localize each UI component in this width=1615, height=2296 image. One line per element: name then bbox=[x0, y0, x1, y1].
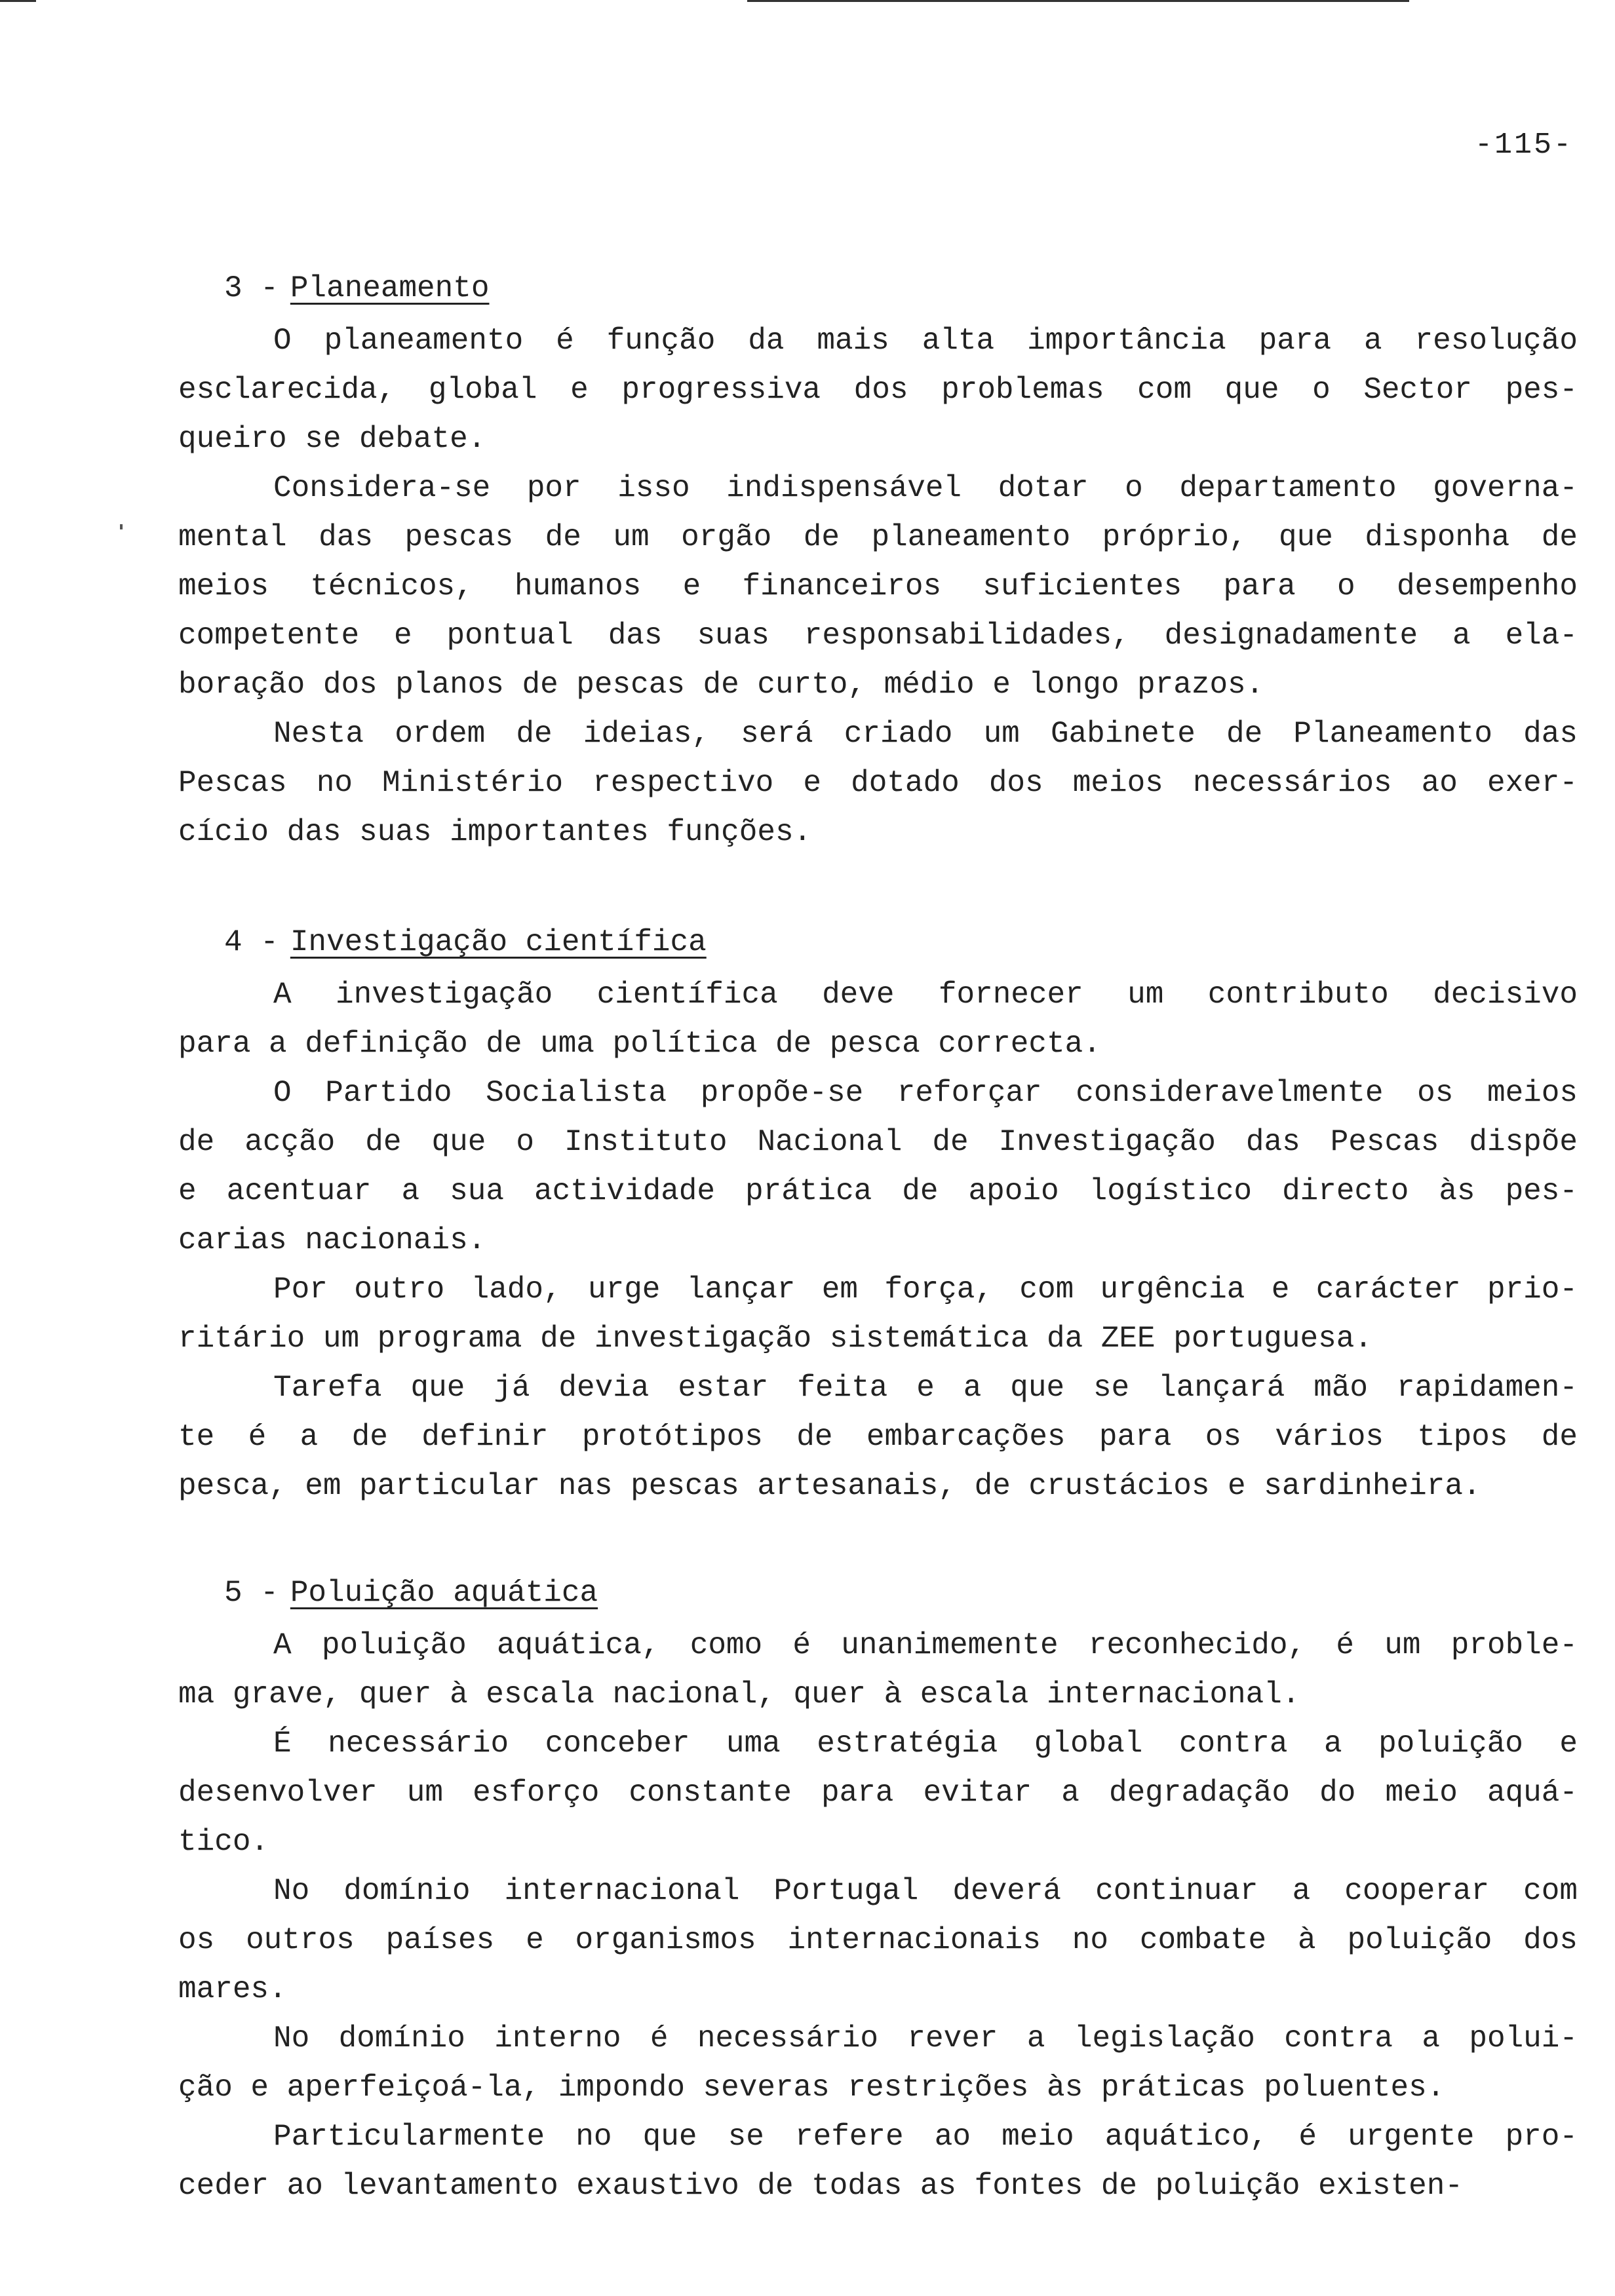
text-line: Tarefa que já devia estar feita e a que se lançará mão rapidamen- bbox=[273, 1371, 1578, 1405]
text-line: ma grave, quer à escala nacional, quer à escala internacional. bbox=[178, 1677, 1300, 1712]
paragraph bbox=[178, 2014, 1578, 2113]
paragraph bbox=[178, 2113, 1578, 2211]
text-line: carias nacionais. bbox=[178, 1223, 486, 1257]
section-investigacao-cientifica bbox=[178, 923, 1578, 1511]
section-title: Planeamento bbox=[290, 271, 490, 305]
section-number: 4 - bbox=[224, 925, 279, 959]
paragraph bbox=[178, 1719, 1578, 1867]
paragraph bbox=[178, 1364, 1578, 1511]
text-line: desenvolver um esforço constante para evitar a degradação do meio aquá- bbox=[178, 1776, 1578, 1810]
paragraph bbox=[178, 316, 1578, 464]
text-line: A investigação científica deve fornecer um contributo decisivo bbox=[273, 978, 1578, 1012]
text-line: É necessário conceber uma estratégia global contra a poluição e bbox=[273, 1727, 1578, 1761]
text-line: ceder ao levantamento exaustivo de todas as fontes de poluição existen- bbox=[178, 2169, 1463, 2203]
top-edge-rule bbox=[747, 0, 1409, 2]
section-heading bbox=[224, 1573, 1578, 1613]
document-body bbox=[178, 269, 1578, 2211]
text-line: para a definição de uma política de pesca correcta. bbox=[178, 1027, 1101, 1061]
text-line: cício das suas importantes funções. bbox=[178, 815, 812, 849]
paragraph bbox=[178, 1265, 1578, 1364]
text-line: Nesta ordem de ideias, será criado um Gabinete de Planeamento das bbox=[273, 717, 1578, 751]
section-planeamento bbox=[178, 269, 1578, 857]
section-title: Investigação científica bbox=[290, 925, 707, 959]
text-line: te é a de definir protótipos de embarcações para os vários tipos de bbox=[178, 1420, 1578, 1454]
text-line: boração dos planos de pescas de curto, médio e longo prazos. bbox=[178, 668, 1264, 702]
text-line: competente e pontual das suas responsabilidades, designadamente a ela- bbox=[178, 619, 1578, 653]
text-line: Considera-se por isso indispensável dotar o departamento governa- bbox=[273, 471, 1578, 505]
text-line: O Partido Socialista propõe-se reforçar consideravelmente os meios bbox=[273, 1076, 1578, 1110]
section-heading bbox=[224, 269, 1578, 308]
text-line: ritário um programa de investigação sistemática da ZEE portuguesa. bbox=[178, 1322, 1372, 1356]
text-line: No domínio interno é necessário rever a legislação contra a polui- bbox=[273, 2021, 1578, 2056]
text-line: de acção de que o Instituto Nacional de Investigação das Pescas dispõe bbox=[178, 1125, 1578, 1159]
text-line: meios técnicos, humanos e financeiros suficientes para o desempenho bbox=[178, 569, 1578, 603]
text-line: pesca, em particular nas pescas artesanais, de crustácios e sardinheira. bbox=[178, 1469, 1481, 1503]
text-line: mares. bbox=[178, 1972, 287, 2006]
text-line: No domínio internacional Portugal deverá continuar a cooperar com bbox=[273, 1874, 1578, 1908]
text-line: e acentuar a sua actividade prática de apoio logístico directo às pes- bbox=[178, 1174, 1578, 1208]
section-heading bbox=[224, 923, 1578, 962]
paragraph bbox=[178, 710, 1578, 857]
text-line: os outros países e organismos internacionais no combate à poluição dos bbox=[178, 1923, 1578, 1957]
section-title: Poluição aquática bbox=[290, 1576, 598, 1610]
text-line: O planeamento é função da mais alta importância para a resolução bbox=[273, 324, 1578, 358]
text-line: esclarecida, global e progressiva dos problemas com que o Sector pes- bbox=[178, 373, 1578, 407]
text-line: Por outro lado, urge lançar em força, com urgência e carácter prio- bbox=[273, 1272, 1578, 1307]
text-line: Particularmente no que se refere ao meio aquático, é urgente pro- bbox=[273, 2120, 1578, 2154]
top-edge-rule-left bbox=[0, 0, 36, 2]
section-number: 5 - bbox=[224, 1576, 279, 1610]
paragraph bbox=[178, 1867, 1578, 2014]
text-line: A poluição aquática, como é unanimemente reconhecido, é um proble- bbox=[273, 1628, 1578, 1662]
section-number: 3 - bbox=[224, 271, 279, 305]
paragraph bbox=[178, 1621, 1578, 1719]
margin-mark bbox=[120, 524, 123, 529]
text-line: Pescas no Ministério respectivo e dotado dos meios necessários ao exer- bbox=[178, 766, 1578, 800]
section-poluicao-aquatica bbox=[178, 1573, 1578, 2211]
page-number: -115- bbox=[1474, 128, 1573, 162]
paragraph bbox=[178, 970, 1578, 1069]
text-line: tico. bbox=[178, 1825, 269, 1859]
text-line: queiro se debate. bbox=[178, 422, 486, 456]
paragraph bbox=[178, 464, 1578, 710]
paragraph bbox=[178, 1069, 1578, 1265]
text-line: mental das pescas de um orgão de planeamento próprio, que disponha de bbox=[178, 520, 1578, 554]
text-line: ção e aperfeiçoá-la, impondo severas restrições às práticas poluentes. bbox=[178, 2071, 1445, 2105]
